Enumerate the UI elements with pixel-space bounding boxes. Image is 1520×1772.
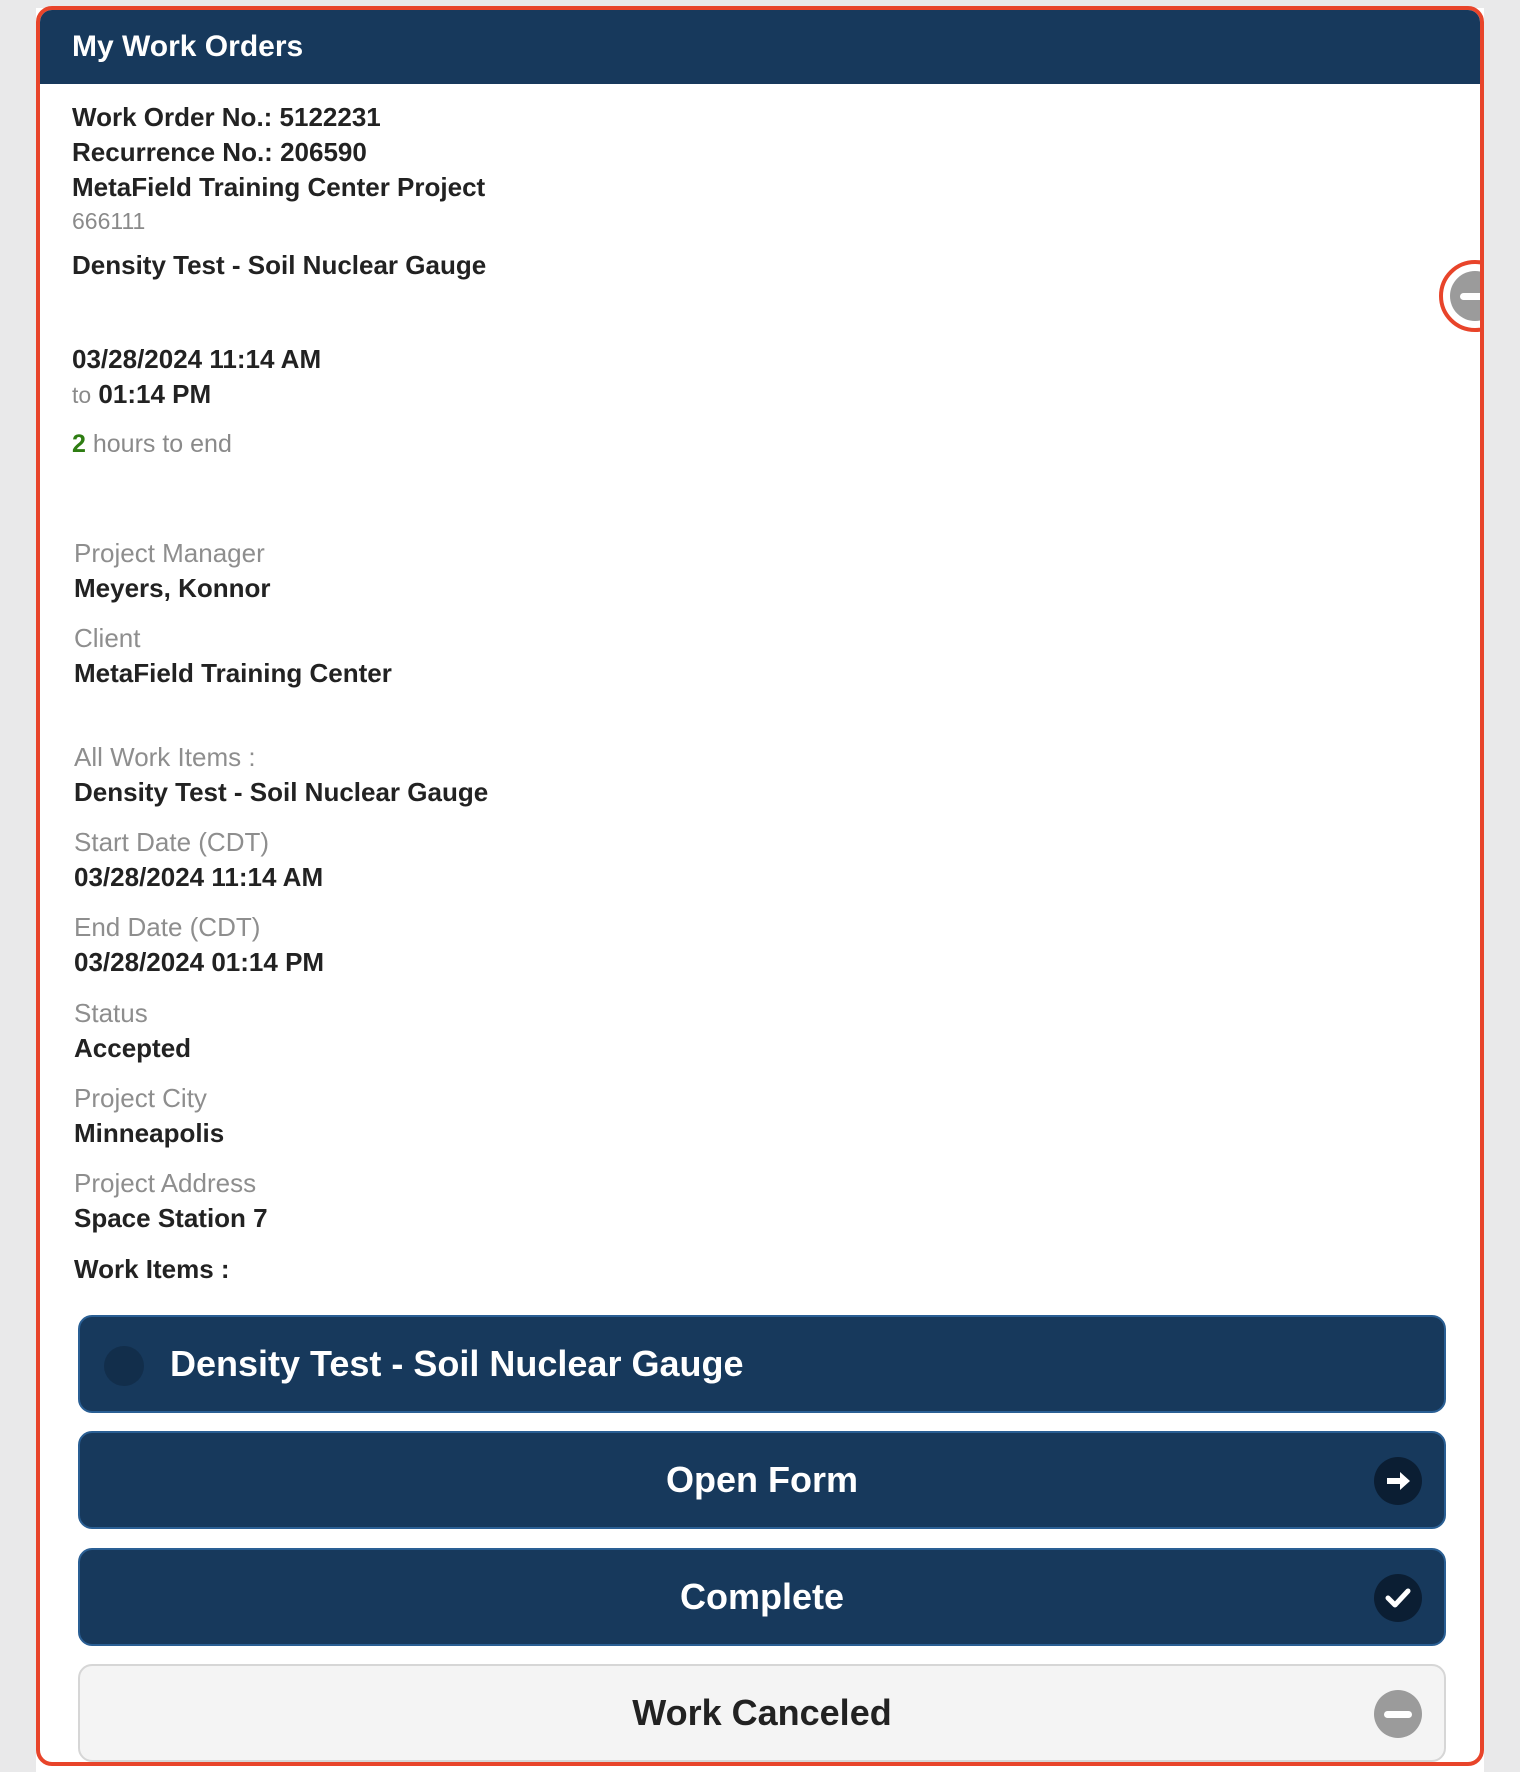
background-right bbox=[1484, 0, 1520, 1772]
remove-button[interactable] bbox=[1439, 260, 1484, 332]
background-left bbox=[0, 0, 36, 1772]
open-form-label: Open Form bbox=[665, 1459, 858, 1500]
status-label: Status bbox=[74, 998, 148, 1028]
project-address-value: Space Station 7 bbox=[74, 1203, 268, 1233]
end-date-label: End Date (CDT) bbox=[74, 912, 261, 942]
minus-circle-icon bbox=[1374, 1690, 1422, 1738]
status-value: Accepted bbox=[74, 1033, 192, 1063]
hours-count: 2 bbox=[72, 430, 86, 458]
work-order-number: Work Order No.: 5122231 bbox=[72, 102, 381, 132]
end-time-line bbox=[72, 379, 211, 410]
all-work-items-value: Density Test - Soil Nuclear Gauge bbox=[74, 777, 489, 807]
recurrence-number: Recurrence No.: 206590 bbox=[72, 137, 367, 167]
project-manager-value: Meyers, Konnor bbox=[74, 573, 271, 603]
complete-label: Complete bbox=[679, 1576, 845, 1617]
open-form-button[interactable] bbox=[78, 1431, 1446, 1529]
remove-icon bbox=[1450, 271, 1484, 321]
work-canceled-button[interactable] bbox=[78, 1664, 1446, 1762]
work-item-title: Density Test - Soil Nuclear Gauge bbox=[72, 250, 487, 280]
project-manager-label: Project Manager bbox=[74, 538, 265, 568]
hours-remaining bbox=[72, 430, 232, 459]
card-header bbox=[40, 10, 1480, 84]
start-datetime: 03/28/2024 11:14 AM bbox=[72, 344, 322, 374]
checkmark-icon bbox=[1374, 1574, 1422, 1622]
arrow-right-icon bbox=[1374, 1457, 1422, 1505]
client-value: MetaField Training Center bbox=[74, 658, 392, 688]
end-date-value: 03/28/2024 01:14 PM bbox=[74, 947, 325, 977]
page-title: My Work Orders bbox=[72, 30, 304, 63]
work-item-button[interactable] bbox=[78, 1315, 1446, 1413]
project-code: 666111 bbox=[72, 208, 146, 234]
work-item-radio-icon bbox=[104, 1346, 144, 1386]
hours-label: hours to end bbox=[92, 430, 232, 458]
start-date-label: Start Date (CDT) bbox=[74, 827, 270, 857]
all-work-items-label: All Work Items : bbox=[74, 742, 256, 772]
project-name: MetaField Training Center Project bbox=[72, 172, 486, 202]
work-items-heading: Work Items : bbox=[74, 1254, 230, 1284]
to-label: to bbox=[72, 382, 92, 408]
project-address-label: Project Address bbox=[74, 1168, 257, 1198]
work-item-button-label: Density Test - Soil Nuclear Gauge bbox=[170, 1343, 744, 1384]
work-canceled-label: Work Canceled bbox=[632, 1692, 892, 1733]
work-order-card bbox=[36, 6, 1484, 1766]
end-time: 01:14 PM bbox=[98, 379, 212, 409]
complete-button[interactable] bbox=[78, 1548, 1446, 1646]
client-label: Client bbox=[74, 623, 141, 653]
start-date-value: 03/28/2024 11:14 AM bbox=[74, 862, 324, 892]
project-city-label: Project City bbox=[74, 1083, 207, 1113]
project-city-value: Minneapolis bbox=[74, 1118, 225, 1148]
